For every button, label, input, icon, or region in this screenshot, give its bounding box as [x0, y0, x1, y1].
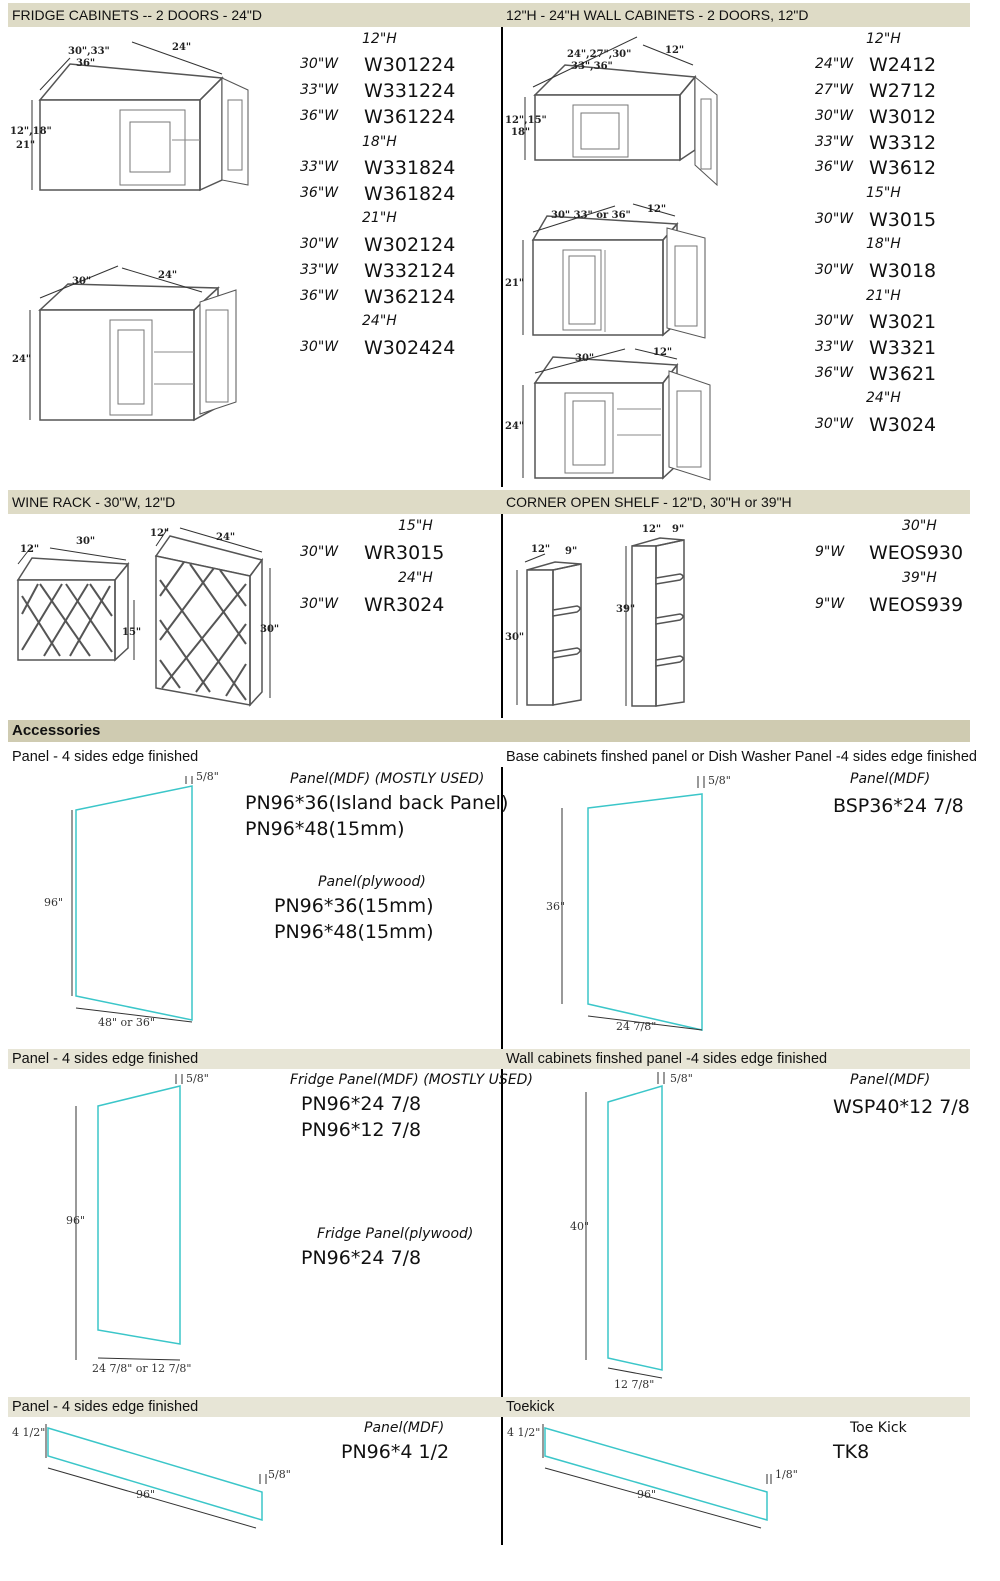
- panel2-drawing: [540, 772, 740, 1034]
- divider-acc-2: [501, 1069, 503, 1397]
- wine-dim-w: 30": [76, 536, 96, 547]
- panel6-dim-h: 4 1/2": [507, 1426, 541, 1439]
- corner-shelf-drawing-30: [505, 540, 590, 710]
- width-label: 27"W: [815, 82, 854, 98]
- wall-dim-d3: 12": [653, 347, 673, 358]
- product-code: W3018: [869, 260, 937, 282]
- product-code: W331224: [364, 80, 456, 102]
- wine-dim-h: 15": [122, 627, 142, 638]
- corner-dim-d2: 12": [642, 524, 662, 535]
- height-label: 39"H: [902, 570, 937, 586]
- panel3-ply-title: Fridge Panel(plywood): [317, 1226, 474, 1242]
- panel4-heading: Wall cabinets finshed panel -4 sides edge finished: [506, 1051, 828, 1067]
- product-code: W3012: [869, 106, 937, 128]
- product-code: WR3024: [364, 594, 445, 616]
- height-label: 18"H: [362, 134, 397, 150]
- width-label: 36"W: [300, 185, 339, 201]
- product-code: WEOS930: [869, 542, 964, 564]
- panel6-code: TK8: [833, 1441, 870, 1463]
- height-label: 15"H: [866, 185, 901, 201]
- panel2-dim-h: 36": [546, 900, 566, 913]
- fridge-section-header: FRIDGE CABINETS -- 2 DOORS - 24"D: [8, 3, 502, 27]
- product-code: W3612: [869, 157, 937, 179]
- panel3-mdf-title: Fridge Panel(MDF) (MOSTLY USED): [290, 1072, 533, 1088]
- fridge-dim-h: 12",18": [10, 126, 52, 137]
- panel3-dim-t: 5/8": [186, 1072, 209, 1085]
- width-label: 33"W: [300, 262, 339, 278]
- product-code: W3024: [869, 414, 937, 436]
- panel2-mdf-title: Panel(MDF): [850, 771, 931, 787]
- fridge-dim-d: 24": [172, 42, 192, 53]
- width-label: 30"W: [815, 262, 854, 278]
- panel5-heading: Panel - 4 sides edge finished: [12, 1399, 199, 1415]
- wall-cabinet-drawing-3: [505, 345, 725, 485]
- corner-dim-h2: 39": [616, 604, 636, 615]
- wine-rack-drawing-tall: [150, 520, 285, 715]
- height-label: 30"H: [902, 518, 937, 534]
- height-label: 24"H: [866, 390, 901, 406]
- wine-rack-drawing-small: [10, 520, 140, 670]
- panel2-heading: Base cabinets finshed panel or Dish Washer Panel -4 sides edge finished: [506, 749, 977, 765]
- wine-dim-h2: 30": [260, 624, 280, 635]
- wine-dim-w2: 24": [216, 532, 236, 543]
- product-code: W331824: [364, 157, 456, 179]
- product-code: W362124: [364, 286, 456, 308]
- width-label: 30"W: [300, 56, 339, 72]
- corner-dim-d: 12": [531, 544, 551, 555]
- width-label: 30"W: [815, 416, 854, 432]
- panel5-mdf-title: Panel(MDF): [364, 1420, 445, 1436]
- wall-section-header: 12"H - 24"H WALL CABINETS - 2 DOORS, 12"D: [502, 3, 970, 27]
- fridge-cabinet-drawing-top: [10, 30, 260, 215]
- wall-dim-h4: 24": [505, 421, 525, 432]
- width-label: 36"W: [815, 365, 854, 381]
- panel4-dim-w: 12 7/8": [614, 1378, 655, 1391]
- width-label: 30"W: [815, 211, 854, 227]
- corner-dim-w2: 9": [672, 524, 685, 535]
- panel4-mdf-title: Panel(MDF): [850, 1072, 931, 1088]
- product-code: W361824: [364, 183, 456, 205]
- panel6-dim-l: 96": [637, 1488, 657, 1501]
- fridge-cabinet-drawing-bottom: [10, 262, 260, 427]
- panel1-ply-title: Panel(plywood): [318, 874, 426, 890]
- product-code: W301224: [364, 54, 456, 76]
- panel4-dim-h: 40": [570, 1220, 590, 1233]
- width-label: 9"W: [815, 596, 845, 612]
- product-code: W302124: [364, 234, 456, 256]
- width-label: 33"W: [815, 134, 854, 150]
- fridge-dim-a: 30",33": [68, 46, 110, 57]
- panel2-mdf-code: BSP36*24 7/8: [833, 795, 964, 817]
- fridge-dim-h2: 21": [16, 140, 36, 151]
- width-label: 30"W: [300, 544, 339, 560]
- panel3-heading: Panel - 4 sides edge finished: [12, 1051, 199, 1067]
- wall-cabinet-drawing-2: [505, 198, 725, 343]
- product-code: W3021: [869, 311, 937, 333]
- corner-shelf-drawing-39: [616, 522, 695, 712]
- width-label: 33"W: [300, 82, 339, 98]
- width-label: 36"W: [300, 108, 339, 124]
- panel1-mdf-code: PN96*36(Island back Panel): [245, 792, 509, 814]
- product-code: WR3015: [364, 542, 445, 564]
- height-label: 18"H: [866, 236, 901, 252]
- height-label: 15"H: [398, 518, 433, 534]
- height-label: 12"H: [362, 31, 397, 47]
- panel4-dim-t: 5/8": [670, 1072, 693, 1085]
- width-label: 36"W: [300, 288, 339, 304]
- wall-cabinet-drawing-1: [505, 35, 725, 195]
- product-code: W361224: [364, 106, 456, 128]
- panel3-dim-h: 96": [66, 1214, 86, 1227]
- wall-dim-b: 30" 33" or 36": [551, 210, 631, 221]
- width-label: 33"W: [300, 159, 339, 175]
- product-code: W302424: [364, 337, 456, 359]
- panel1-dim-w: 48" or 36": [98, 1016, 155, 1029]
- panel1-mdf-code: PN96*48(15mm): [245, 818, 405, 840]
- panel6-dim-t: 1/8": [775, 1468, 798, 1481]
- divider-top: [501, 27, 503, 487]
- height-label: 21"H: [362, 210, 397, 226]
- panel5-dim-t: 5/8": [268, 1468, 291, 1481]
- panel6-heading: Toekick: [506, 1399, 555, 1415]
- product-code: W3321: [869, 337, 937, 359]
- wall-dim-d: 12": [665, 45, 685, 56]
- panel5-dim-l: 96": [136, 1488, 156, 1501]
- height-label: 21"H: [866, 288, 901, 304]
- panel1-dim-t: 5/8": [196, 770, 219, 783]
- panel1-heading: Panel - 4 sides edge finished: [12, 749, 199, 765]
- divider-acc-3: [501, 1417, 503, 1545]
- wall-dim-d2: 12": [647, 204, 667, 215]
- wall-dim-a: 24",27",30": [567, 49, 632, 60]
- width-label: 9"W: [815, 544, 845, 560]
- product-code: W2412: [869, 54, 937, 76]
- panel1-mdf-title: Panel(MDF) (MOSTLY USED): [290, 771, 485, 787]
- width-label: 30"W: [300, 596, 339, 612]
- panel3-ply-code: PN96*24 7/8: [301, 1247, 422, 1269]
- panel5-drawing: [10, 1420, 300, 1540]
- panel6-title: Toe Kick: [850, 1420, 907, 1436]
- panel6-drawing: [505, 1420, 805, 1540]
- panel1-dim-h: 96": [44, 896, 64, 909]
- panel4-mdf-code: WSP40*12 7/8: [833, 1096, 970, 1118]
- product-code: WEOS939: [869, 594, 964, 616]
- width-label: 33"W: [815, 339, 854, 355]
- panel1-ply-code: PN96*48(15mm): [274, 921, 434, 943]
- product-code: W2712: [869, 80, 937, 102]
- wall-dim-h: 12",15": [505, 115, 547, 126]
- panel3-mdf-code: PN96*24 7/8: [301, 1093, 422, 1115]
- panel1-ply-code: PN96*36(15mm): [274, 895, 434, 917]
- panel4-drawing: [570, 1070, 720, 1390]
- height-label: 24"H: [398, 570, 433, 586]
- fridge-dim-a2: 36": [76, 58, 96, 69]
- corner-dim-h: 30": [505, 632, 525, 643]
- width-label: 30"W: [300, 339, 339, 355]
- fridge-dim-a3: 30": [72, 276, 92, 287]
- panel5-dim-h: 4 1/2": [12, 1426, 46, 1439]
- wine-dim-d2: 12": [150, 528, 170, 539]
- wine-dim-d: 12": [20, 544, 40, 555]
- width-label: 30"W: [815, 108, 854, 124]
- wall-dim-h2: 18": [511, 127, 531, 138]
- panel3-mdf-code: PN96*12 7/8: [301, 1119, 422, 1141]
- wine-section-header: WINE RACK - 30"W, 12"D: [8, 490, 502, 514]
- wall-dim-h3: 21": [505, 278, 525, 289]
- product-code: W3015: [869, 209, 937, 231]
- width-label: 30"W: [815, 313, 854, 329]
- wall-dim-c: 30": [575, 353, 595, 364]
- panel3-dim-w: 24 7/8" or 12 7/8": [92, 1362, 192, 1375]
- wall-dim-a2: 33",36": [571, 61, 613, 72]
- width-label: 30"W: [300, 236, 339, 252]
- fridge-dim-h3: 24": [12, 354, 32, 365]
- panel3-drawing: [60, 1072, 260, 1382]
- fridge-dim-d2: 24": [158, 270, 178, 281]
- product-code: W3621: [869, 363, 937, 385]
- product-code: W3312: [869, 132, 937, 154]
- divider-wine: [501, 514, 503, 718]
- height-label: 12"H: [866, 31, 901, 47]
- panel1-drawing: [40, 770, 240, 1030]
- height-label: 24"H: [362, 313, 397, 329]
- accessories-header: Accessories: [8, 720, 970, 742]
- panel2-dim-t: 5/8": [708, 774, 731, 787]
- corner-dim-w: 9": [565, 546, 578, 557]
- product-code: W332124: [364, 260, 456, 282]
- width-label: 24"W: [815, 56, 854, 72]
- corner-section-header: CORNER OPEN SHELF - 12"D, 30"H or 39"H: [502, 490, 970, 514]
- panel2-dim-w: 24 7/8": [616, 1020, 657, 1033]
- panel5-mdf-code: PN96*4 1/2: [341, 1441, 450, 1463]
- width-label: 36"W: [815, 159, 854, 175]
